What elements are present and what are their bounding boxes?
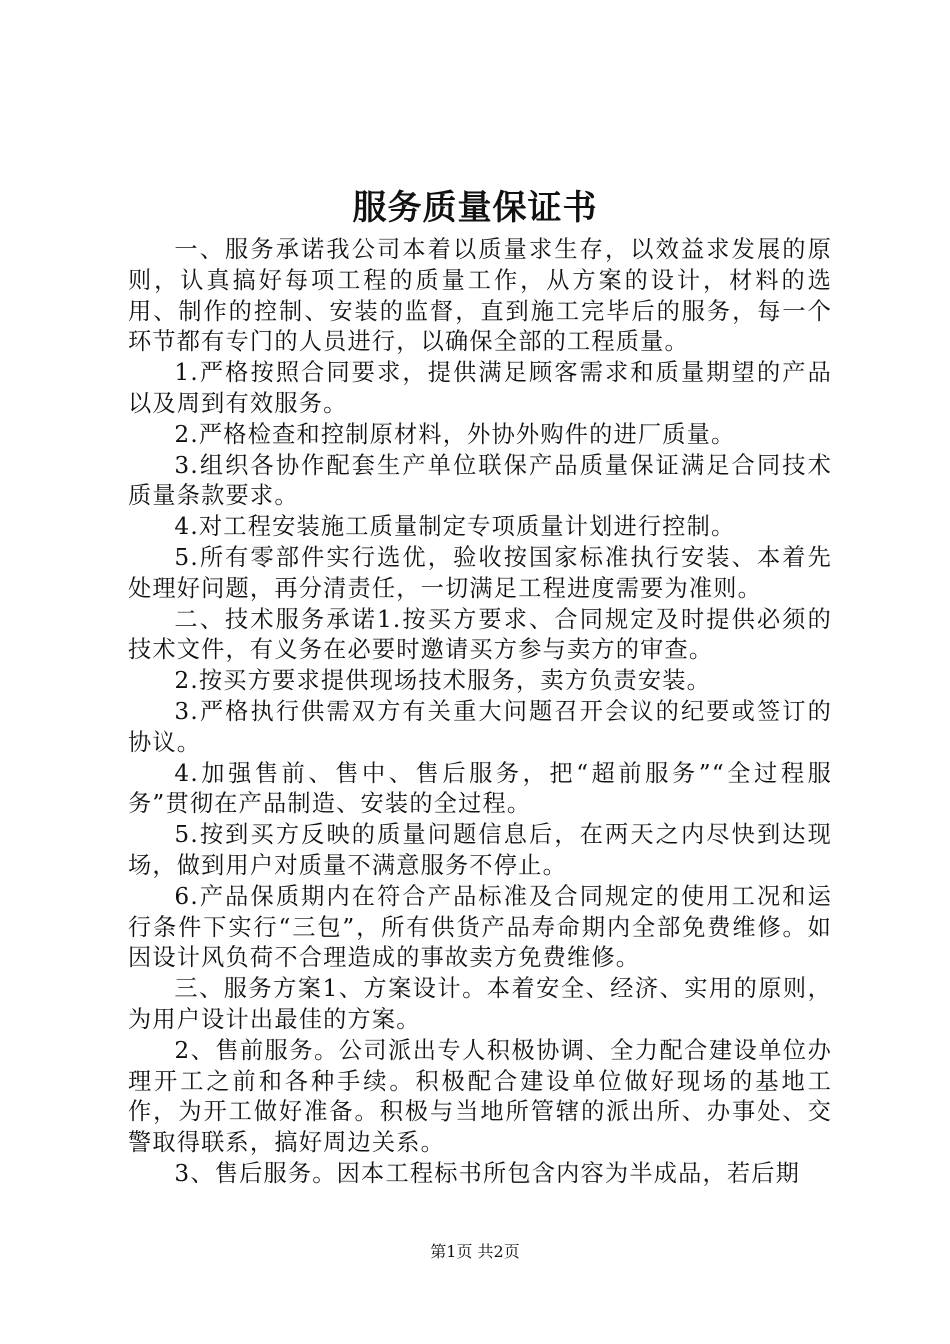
paragraph-item: 2.严格检查和控制原材料，外协外购件的进厂质量。 (174, 420, 736, 448)
paragraph-item: 2.按买方要求提供现场技术服务，卖方负责安装。 (174, 667, 712, 695)
paragraph-service-commitment: 一、服务承诺我公司本着以质量求生存，以效益求发展的原则，认真搞好每项工程的质量工作，从方案的设计，材料的选用、制作的控制、安装的监督，直到施工完毕后的服务，每一个环节都有专门的人员进行，以确保全部的工程质量。 (128, 236, 832, 356)
paragraph-service-plan: 三、服务方案1、方案设计。本着安全、经济、实用的原则，为用户设计出最佳的方案。 (128, 975, 832, 1033)
paragraph-item: 2、售前服务。公司派出专人积极协调、全力配合建设单位办理开工之前和各种手续。积极配合建设单位做好现场的基地工作，为开工做好准备。积极与当地所管辖的派出所、办事处、交警取得联系，搞好周边关系。 (128, 1036, 832, 1157)
paragraph-item: 4.加强售前、售中、售后服务，把“超前服务”“全过程服务”贯彻在产品制造、安装的全过程。 (128, 759, 832, 818)
paragraph-item: 5.按到买方反映的质量问题信息后，在两天之内尽快到达现场，做到用户对质量不满意服务不停止。 (128, 821, 832, 879)
paragraph-item: 4.对工程安装施工质量制定专项质量计划进行控制。 (174, 513, 736, 541)
paragraph-item: 3.组织各协作配套生产单位联保产品质量保证满足合同技术质量条款要求。 (128, 451, 832, 510)
paragraph-item: 5.所有零部件实行选优，验收按国家标准执行安装、本着先处理好问题，再分清责任，一切满足工程进度需要为准则。 (128, 543, 832, 602)
page-footer: 第1页 共2页 (430, 1242, 520, 1261)
document-title: 服务质量保证书 (352, 188, 598, 228)
paragraph-technical-commitment: 二、技术服务承诺1.按买方要求、合同规定及时提供必须的技术文件，有义务在必要时邀请买方参与卖方的审查。 (128, 605, 832, 664)
paragraph-item: 3、售后服务。因本工程标书所包含内容为半成品，若后期 (174, 1159, 801, 1187)
paragraph-item: 1.严格按照合同要求，提供满足顾客需求和质量期望的产品以及周到有效服务。 (128, 359, 832, 417)
document-body (128, 235, 832, 1190)
paragraph-item: 6.产品保质期内在符合产品标准及合同规定的使用工况和运行条件下实行“三包”，所有供货产品寿命期内全部免费维修。如因设计风负荷不合理造成的事故卖方免费维修。 (128, 882, 832, 972)
paragraph-item: 3.严格执行供需双方有关重大问题召开会议的纪要或签订的协议。 (128, 697, 832, 756)
